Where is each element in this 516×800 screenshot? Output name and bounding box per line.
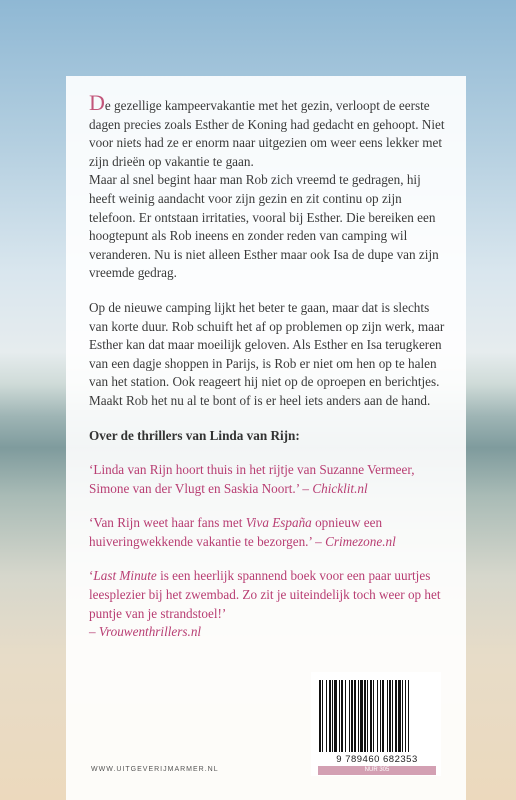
- drop-cap: D: [89, 90, 105, 115]
- publisher-website: WWW.UITGEVERIJMARMER.NL: [91, 766, 219, 773]
- blurb-paragraph-1: De gezellige kampeervakantie met het gezin, verloopt de eerste dagen precies zoals Esther de Koning had gedacht en gehoopt. Niet voor niets had ze er enorm naar uitgezien om weer eens lekker met zijn drieën op vakantie te gaan.: [89, 90, 445, 169]
- blurb-paragraph-2: Maar al snel begint haar man Rob zich vreemd te gedragen, hij heeft weinig aandacht voor zijn gezin en zit continu op zijn telefoon. Er ontstaan irritaties, vooral bij Esther. Die bereiken een hoogtepunt als Rob ineens en zonder reden van camping wil veranderen. Nu is niet alleen Esther maar ook Isa de dupe van zijn vreemde gedrag.: [89, 172, 439, 281]
- blurb-paragraph-3: Op de nieuwe camping lijkt het beter te gaan, maar dat is slechts van korte duur. Rob schuift het af op problemen op zijn werk, maar Esther kan dat maar moeilijk geloven. Als Esther en Isa terugkeren van een dagje shoppen in Parijs, is Rob er niet om hen op te halen van het station. Ook reageert hij niet op de oproepen en berichtjes. Maakt Rob het nu al te bont of is er heel iets anders aan de hand.: [89, 299, 445, 408]
- review-quote-1: ‘Linda van Rijn hoort thuis in het rijtje van Suzanne Vermeer, Simone van der Vlugt en Saskia Noort.’ – Chicklit.nl: [89, 462, 415, 496]
- review-source-2: Crimezone.nl: [325, 533, 396, 549]
- review-quote-2: ‘Van Rijn weet haar fans met Viva España opnieuw een huiveringwekkende vakantie te bezorgen.’ – Crimezone.nl: [89, 515, 396, 549]
- review-source-1: Chicklit.nl: [312, 480, 368, 496]
- review-quote-3: ‘Last Minute is een heerlijk spannend boek voor een paar uurtjes leesplezier bij het zwembad. Zo zit je uiteindelijk toch weer op het puntje van je strandstoel!’ – Vrouwenthrillers.nl: [89, 568, 441, 640]
- isbn-number: 9 789460 682353: [336, 754, 418, 765]
- back-cover-text: [89, 90, 449, 642]
- barcode: [318, 680, 436, 752]
- nur-label: NUR 305: [318, 766, 436, 775]
- review-source-3: Vrouwenthrillers.nl: [98, 624, 202, 640]
- reviews-heading: Over de thrillers van Linda van Rijn:: [89, 427, 300, 443]
